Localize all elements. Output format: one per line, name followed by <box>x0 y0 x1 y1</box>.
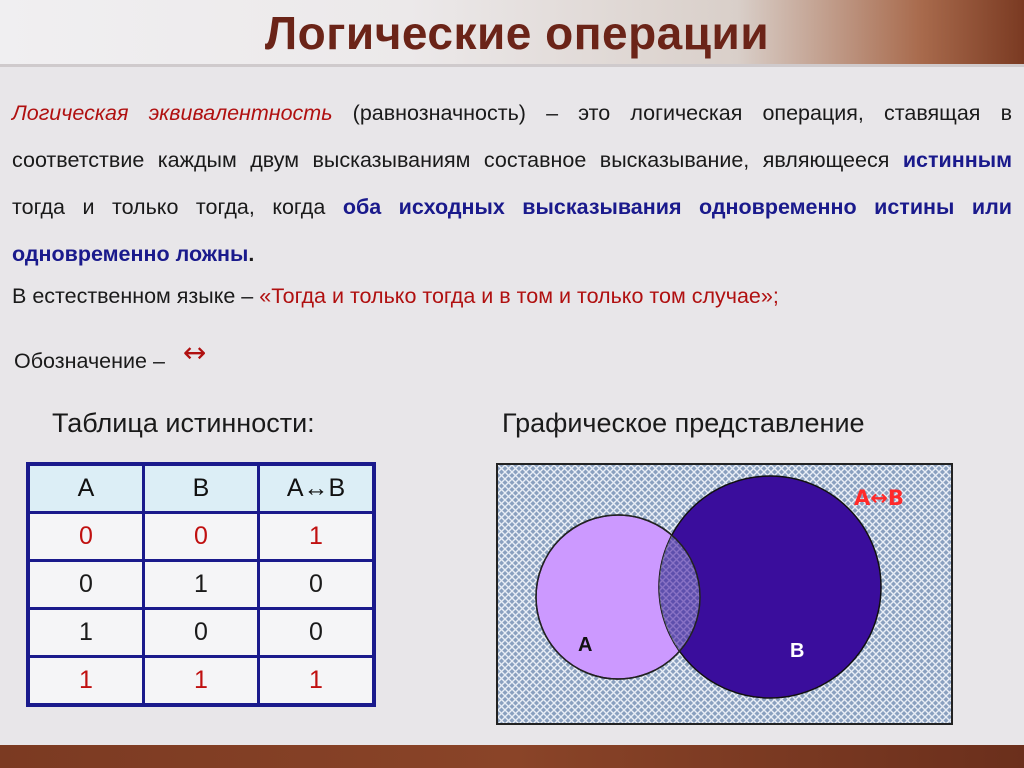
venn-svg <box>498 465 951 723</box>
truth-table-header-row <box>28 464 374 513</box>
venn-diagram <box>496 463 953 725</box>
truth-table <box>26 462 376 707</box>
definition-term: Логическая эквивалентность <box>12 101 333 125</box>
definition-highlight-condition: оба исходных высказывания одновременно истины или одновременно ложны <box>12 195 1012 266</box>
definition-highlight-true: истинным <box>902 148 1012 172</box>
table-row <box>28 513 374 561</box>
header-a: A <box>28 464 144 513</box>
table-cell: 0 <box>144 513 259 561</box>
natural-language-quote: «Тогда и только тогда и в том и только том случае»; <box>259 284 779 308</box>
definition-text-2: тогда и только тогда, когда <box>12 195 343 219</box>
title-bar <box>0 0 1024 67</box>
slide-title: Логические операции <box>264 7 770 59</box>
label-b: B <box>790 640 805 662</box>
table-cell: 1 <box>144 657 259 706</box>
table-row <box>28 609 374 657</box>
table-row <box>28 657 374 706</box>
table-cell: 1 <box>144 561 259 609</box>
notation-line <box>14 336 207 375</box>
table-row <box>28 561 374 609</box>
label-a: A <box>578 634 593 656</box>
table-cell: 0 <box>144 609 259 657</box>
footer-bar <box>0 745 1024 768</box>
definition-paragraph <box>12 90 1012 278</box>
table-cell: 1 <box>28 657 144 706</box>
table-cell: 0 <box>259 561 375 609</box>
graph-caption: Графическое представление <box>502 408 865 438</box>
table-cell: 1 <box>28 609 144 657</box>
natural-language-line <box>12 284 779 309</box>
table-cell: 1 <box>259 657 375 706</box>
definition-end: . <box>248 242 255 266</box>
notation-label: Обозначение – <box>14 349 165 373</box>
table-cell: 1 <box>259 513 375 561</box>
table-cell: 0 <box>28 561 144 609</box>
header-result: A↔B <box>259 464 375 513</box>
truth-table-caption: Таблица истинности: <box>52 408 315 438</box>
table-cell: 0 <box>259 609 375 657</box>
table-cell: 0 <box>28 513 144 561</box>
header-b: B <box>144 464 259 513</box>
definition-text-1: (равнозначность) – это логическая операция, ставящая в соответствие каждым двум высказываниям составное высказывание, являющееся <box>12 101 1012 172</box>
label-result: A↔B <box>854 486 904 510</box>
equivalence-symbol: ↔ <box>182 336 207 369</box>
natural-language-prefix: В естественном языке – <box>12 284 260 308</box>
